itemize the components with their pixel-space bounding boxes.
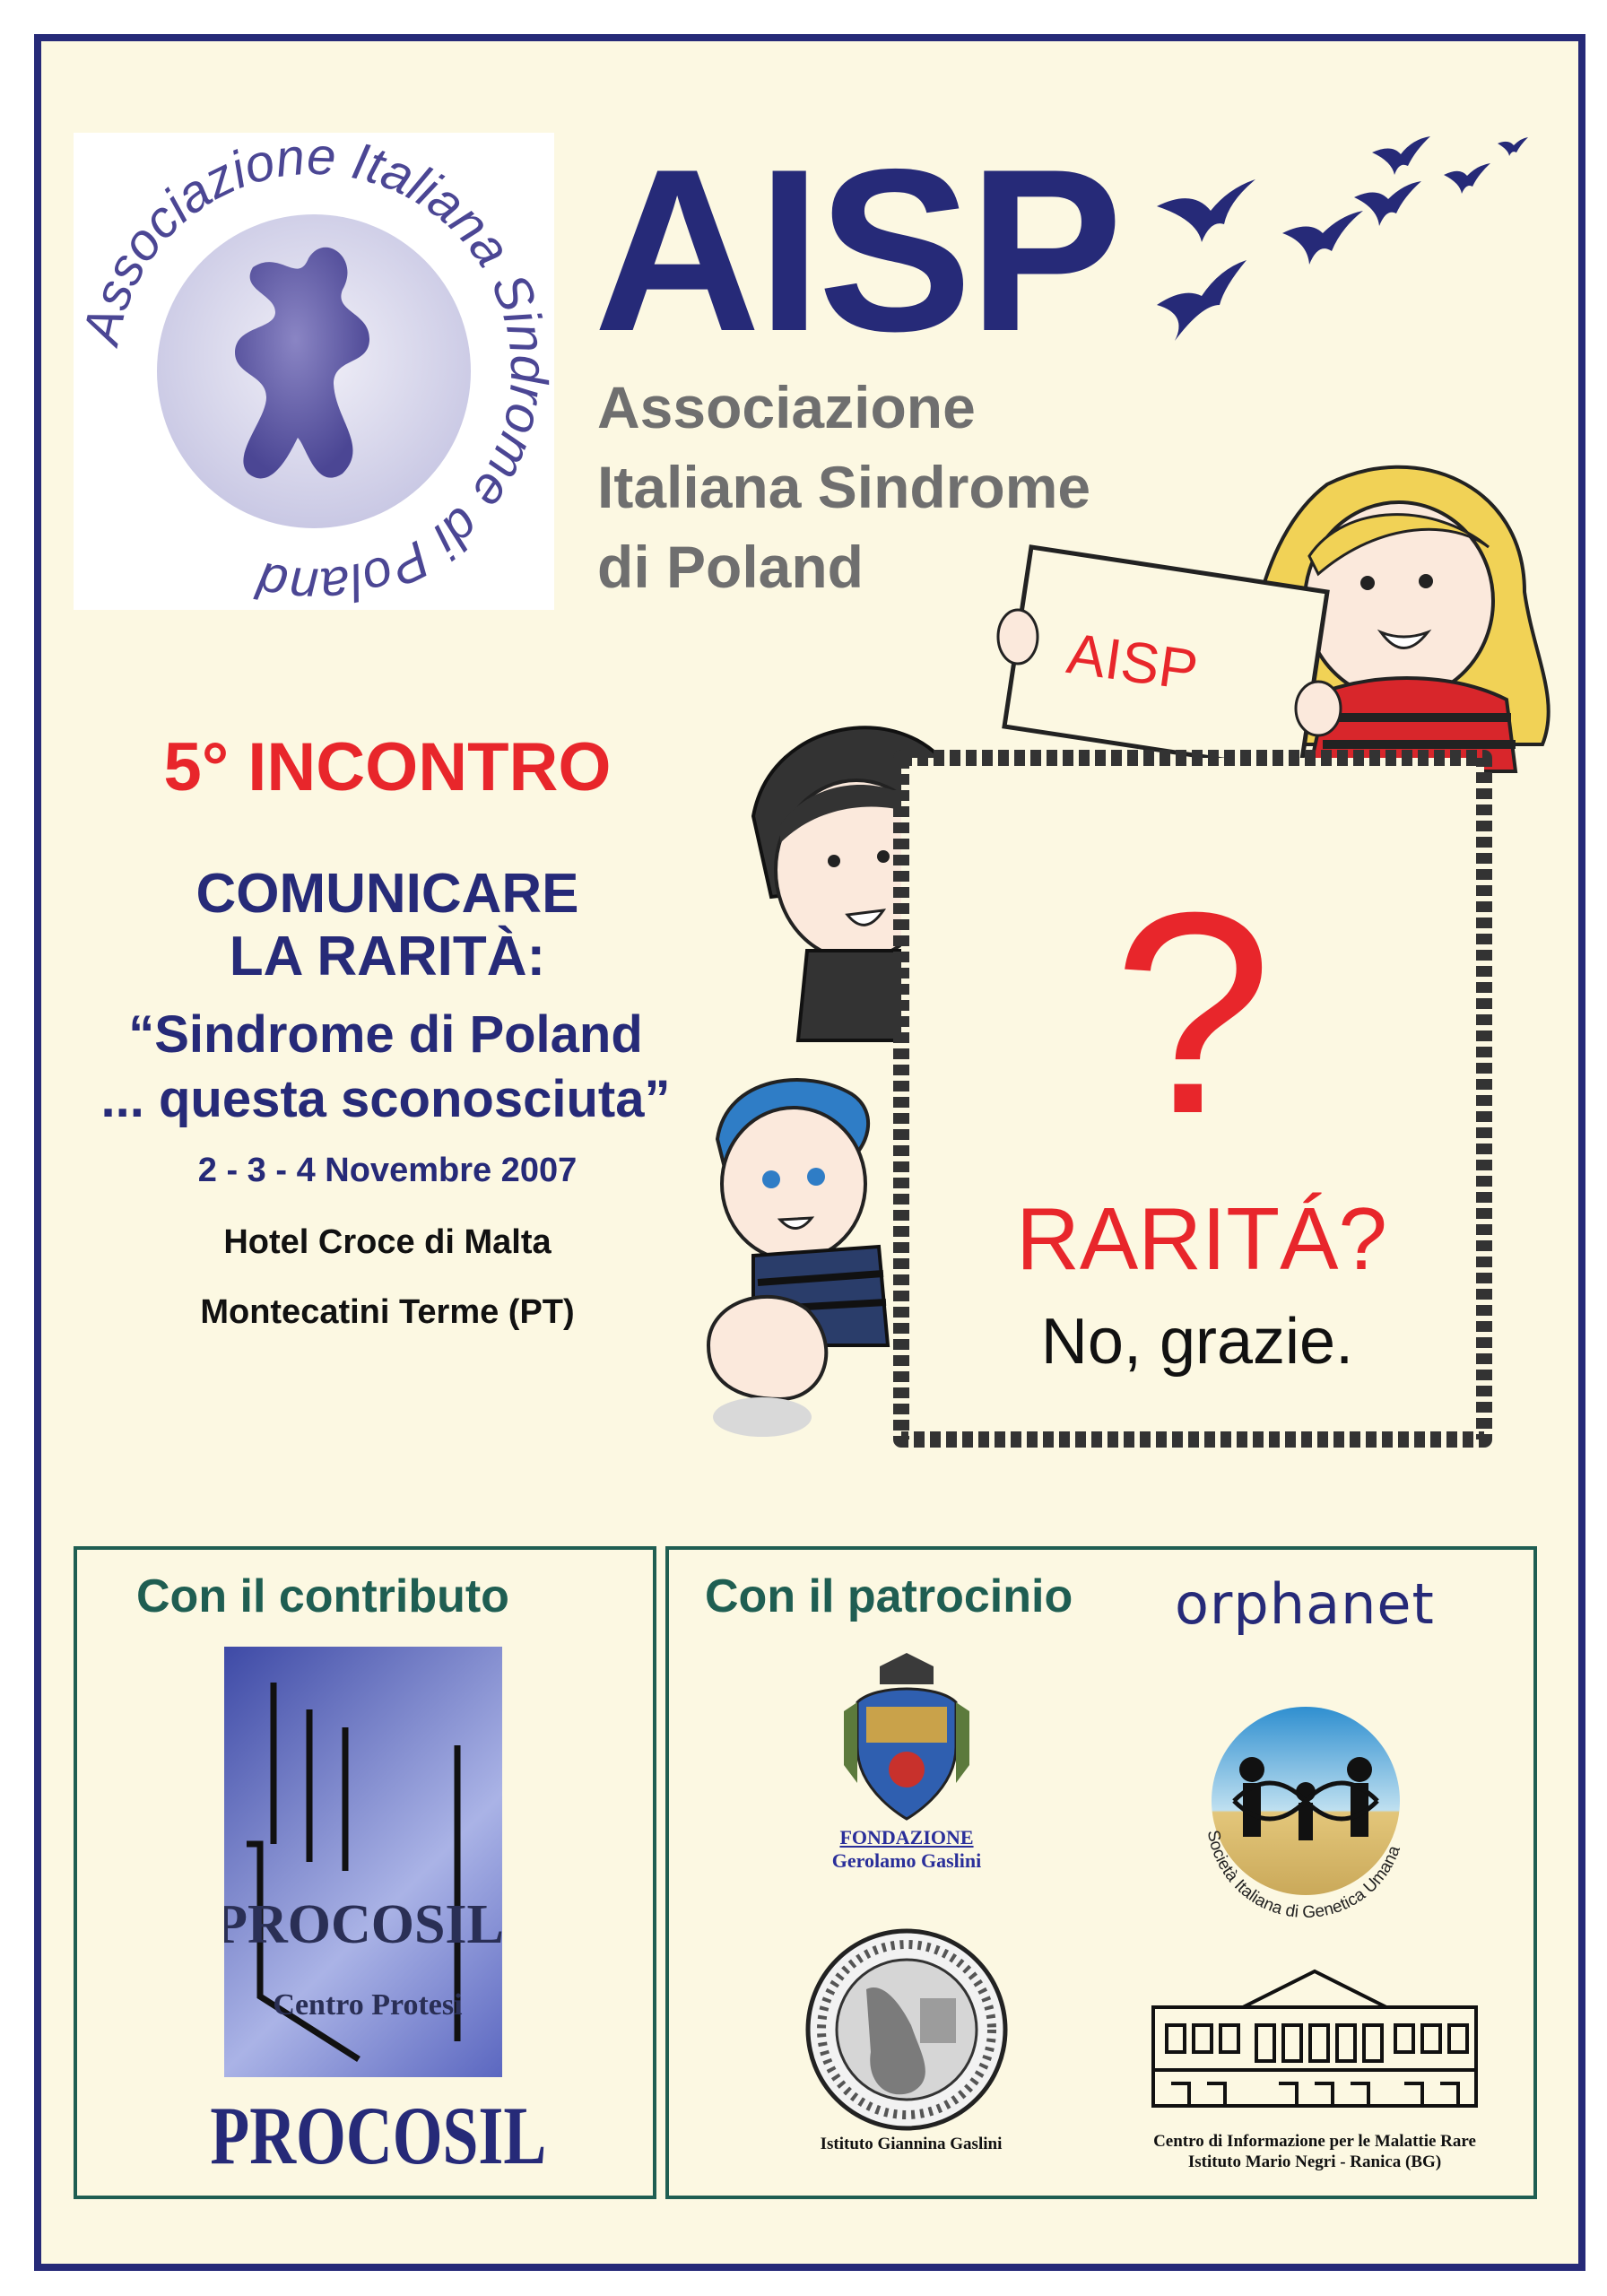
event-subtitle-line-2: ... questa sconosciuta” <box>100 1070 671 1128</box>
boy-blue-cap <box>708 1080 888 1437</box>
negri-caption <box>1117 2131 1512 2172</box>
procosil-logo-graphic <box>224 1647 502 2077</box>
aisp-logo <box>74 133 554 610</box>
giannina-caption: Istituto Giannina Gaslini <box>820 2135 1003 2153</box>
negri-caption-line-1: Centro di Informazione per le Malattie Rare <box>1153 2132 1476 2151</box>
event-title-line-1: COMUNICARE <box>195 863 579 925</box>
gaslini-foundation-name: Gerolamo Gaslini <box>831 1849 982 1872</box>
giannina-seal-icon <box>804 1926 1010 2133</box>
procosil-subtitle: Centro Protesi <box>273 1988 463 2022</box>
question-mark: ? <box>1113 852 1273 1173</box>
contribution-box <box>74 1546 656 2199</box>
negri-caption-line-2: Istituto Mario Negri - Ranica (BG) <box>1187 2152 1442 2171</box>
children-illustration <box>699 448 1596 1489</box>
full-name-line-1: Associazione <box>597 374 976 440</box>
contribution-title: Con il contributo <box>136 1570 509 1622</box>
aisp-logo-graphic <box>74 133 554 610</box>
birds-icon <box>1139 126 1533 377</box>
patronage-title: Con il patrocinio <box>705 1570 1073 1622</box>
event-city: Montecatini Terme (PT) <box>200 1293 575 1331</box>
sigu-logo <box>1180 1702 1431 1935</box>
gaslini-crest-icon <box>839 1648 974 1828</box>
event-subtitle-line-1: “Sindrome di Poland <box>128 1005 643 1064</box>
question-box <box>901 758 1484 1439</box>
full-name-line-2: Italiana Sindrome <box>597 454 1091 520</box>
sigu-ring-text: Società Italiana di Genetica Umana <box>1203 1828 1404 1923</box>
event-dates: 2 - 3 - 4 Novembre 2007 <box>197 1152 578 1189</box>
event-subtitle <box>54 1003 717 1132</box>
aisp-acronym: AISP <box>594 120 1120 379</box>
patronage-box <box>665 1546 1537 2199</box>
negri-building-icon <box>1144 1962 1485 2115</box>
procosil-caption: PROCOSIL <box>210 2090 547 2181</box>
logo-ring-text: Associazione Italiana Sindrome di Poland <box>74 133 554 610</box>
rarity-text: RARITÁ? <box>1016 1189 1387 1288</box>
full-name-line-3: di Poland <box>597 534 864 600</box>
answer-text: No, grazie. <box>1040 1306 1354 1378</box>
orphanet-logo: orphanet <box>1175 1571 1435 1637</box>
event-title <box>74 863 701 988</box>
sign-text: AISP <box>1063 621 1203 703</box>
event-venue: Hotel Croce di Malta <box>223 1223 552 1261</box>
event-edition: 5° INCONTRO <box>163 729 612 805</box>
procosil-logo-text: PROCOSIL <box>224 1894 502 1955</box>
event-title-line-2: LA RARITÀ: <box>229 926 546 987</box>
procosil-logo <box>224 1647 502 2077</box>
gaslini-foundation-title: FONDAZIONE <box>839 1826 974 1848</box>
